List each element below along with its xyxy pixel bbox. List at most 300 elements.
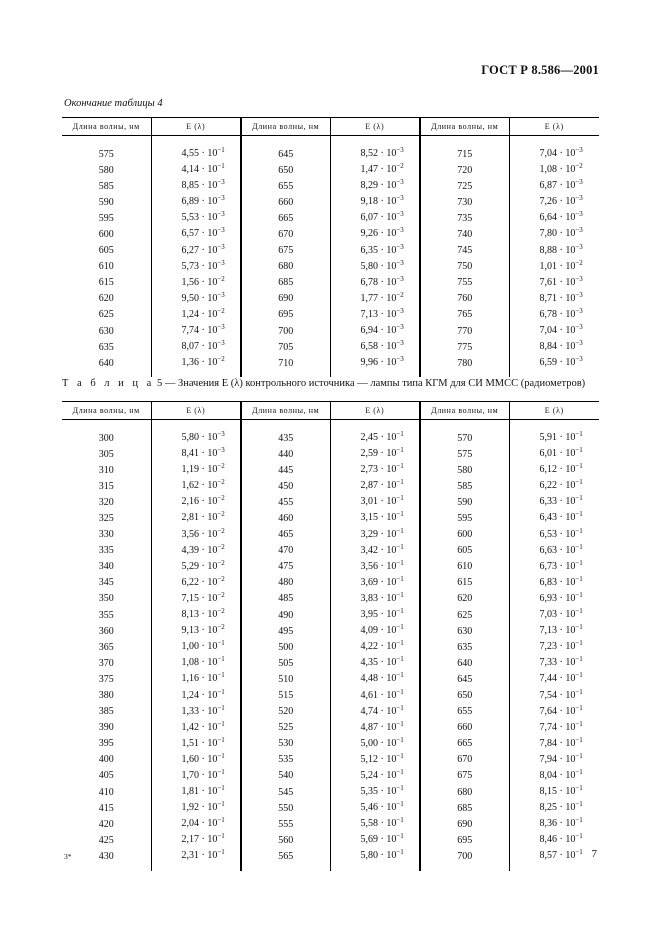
e-lambda-cell	[151, 291, 241, 307]
e-lambda-cell	[509, 832, 599, 848]
e-lambda-cell	[151, 607, 241, 623]
mantissa: 5,35	[360, 786, 378, 798]
wavelength-cell: 590	[62, 194, 151, 210]
mantissa: 6,78	[539, 308, 557, 320]
e-lambda-cell	[509, 355, 599, 371]
e-lambda-cell	[151, 639, 241, 655]
table-spacer-cell	[151, 865, 241, 871]
e-lambda-cell	[151, 784, 241, 800]
times-ten-text: · 10	[199, 753, 218, 765]
table-spacer-cell	[62, 420, 151, 431]
wavelength-cell: 610	[62, 259, 151, 275]
table5-caption-text: 5 — Значения E (λ) контрольного источника — лампы типа КГМ для СИ ММСС (радиометров)	[154, 378, 586, 389]
mantissa: 6,89	[181, 196, 199, 208]
e-lambda-cell	[151, 146, 241, 162]
mantissa: 1,24	[181, 308, 199, 320]
wavelength-cell: 465	[241, 527, 330, 543]
times-ten-text: · 10	[199, 544, 218, 556]
table-row	[62, 816, 599, 832]
times-ten-text: · 10	[378, 212, 397, 224]
times-ten-text: · 10	[557, 496, 576, 508]
wavelength-cell: 425	[62, 832, 151, 848]
exponent: −3	[396, 242, 404, 251]
header-wavelength: Длина волны, нм	[420, 118, 509, 136]
mantissa: 9,26	[360, 228, 378, 240]
table-row	[62, 462, 599, 478]
wavelength-cell: 580	[62, 162, 151, 178]
exponent: −3	[396, 306, 404, 315]
times-ten-text: · 10	[378, 786, 397, 798]
times-ten-text: · 10	[557, 148, 576, 159]
mantissa: 3,01	[360, 496, 378, 508]
times-ten-text: · 10	[378, 341, 397, 353]
mantissa: 4,61	[360, 689, 378, 701]
exponent: −1	[217, 800, 225, 809]
e-lambda-cell	[330, 704, 420, 720]
table-row	[62, 430, 599, 446]
wavelength-cell: 475	[241, 559, 330, 575]
times-ten-text: · 10	[557, 705, 576, 717]
mantissa: 6,83	[539, 576, 557, 588]
times-ten-text: · 10	[199, 705, 218, 717]
table-row	[62, 527, 599, 543]
times-ten-text: · 10	[378, 625, 397, 637]
mantissa: 3,42	[360, 544, 378, 556]
wavelength-cell: 420	[62, 816, 151, 832]
table-row	[62, 655, 599, 671]
exponent: −3	[217, 430, 225, 438]
table-row	[62, 848, 599, 864]
e-lambda-cell	[509, 226, 599, 242]
times-ten-text: · 10	[378, 148, 397, 159]
wavelength-cell: 765	[420, 307, 509, 323]
e-lambda-cell	[151, 210, 241, 226]
table-row	[62, 704, 599, 720]
mantissa: 2,45	[360, 432, 378, 443]
exponent: −1	[575, 687, 583, 696]
wavelength-cell: 530	[241, 736, 330, 752]
wavelength-cell: 600	[62, 226, 151, 242]
times-ten-text: · 10	[378, 834, 397, 846]
times-ten-text: · 10	[378, 496, 397, 508]
table-spacer-row	[62, 420, 599, 431]
times-ten-text: · 10	[557, 737, 576, 749]
e-lambda-cell	[151, 527, 241, 543]
mantissa: 1,81	[181, 786, 199, 798]
mantissa: 4,74	[360, 705, 378, 717]
table-spacer-cell	[241, 420, 330, 431]
table-5	[62, 401, 599, 871]
wavelength-cell: 385	[62, 704, 151, 720]
e-lambda-cell	[330, 430, 420, 446]
times-ten-text: · 10	[557, 464, 576, 476]
table-row	[62, 226, 599, 242]
times-ten-text: · 10	[199, 464, 218, 476]
wavelength-cell: 400	[62, 752, 151, 768]
wavelength-cell: 570	[420, 430, 509, 446]
wavelength-cell: 750	[420, 259, 509, 275]
table-row	[62, 688, 599, 704]
times-ten-text: · 10	[557, 673, 576, 685]
e-lambda-cell	[330, 162, 420, 178]
e-lambda-cell	[151, 575, 241, 591]
times-ten-text: · 10	[199, 818, 218, 830]
wavelength-cell: 360	[62, 623, 151, 639]
e-lambda-cell	[509, 671, 599, 687]
wavelength-cell: 335	[62, 543, 151, 559]
times-ten-text: · 10	[378, 512, 397, 524]
e-lambda-cell	[509, 784, 599, 800]
e-lambda-cell	[509, 446, 599, 462]
times-ten-text: · 10	[199, 448, 218, 460]
wavelength-cell: 670	[420, 752, 509, 768]
exponent: −1	[396, 687, 404, 696]
exponent: −1	[575, 703, 583, 712]
mantissa: 2,81	[181, 512, 199, 524]
e-lambda-cell	[330, 559, 420, 575]
mantissa: 5,46	[360, 802, 378, 814]
e-lambda-cell	[330, 210, 420, 226]
exponent: −1	[217, 671, 225, 680]
exponent: −1	[217, 162, 225, 171]
table-spacer-cell	[241, 371, 330, 377]
exponent: −1	[396, 639, 404, 648]
wavelength-cell: 725	[420, 178, 509, 194]
wavelength-cell: 490	[241, 607, 330, 623]
exponent: −3	[396, 258, 404, 267]
wavelength-cell: 350	[62, 591, 151, 607]
e-lambda-cell	[151, 226, 241, 242]
times-ten-text: · 10	[557, 164, 576, 176]
e-lambda-cell	[509, 816, 599, 832]
exponent: −3	[217, 194, 225, 203]
times-ten-text: · 10	[199, 276, 218, 288]
times-ten-text: · 10	[378, 448, 397, 460]
exponent: −1	[575, 800, 583, 809]
e-lambda-cell	[509, 591, 599, 607]
wavelength-cell: 675	[241, 243, 330, 259]
wavelength-cell: 735	[420, 210, 509, 226]
table4-caption: Окончание таблицы 4	[64, 98, 163, 109]
times-ten-text: · 10	[378, 657, 397, 669]
exponent: −3	[396, 323, 404, 332]
table-row	[62, 291, 599, 307]
times-ten-text: · 10	[557, 834, 576, 846]
mantissa: 7,15	[181, 592, 199, 604]
wavelength-cell: 610	[420, 559, 509, 575]
times-ten-text: · 10	[199, 341, 218, 353]
times-ten-text: · 10	[199, 196, 218, 208]
exponent: −1	[575, 671, 583, 680]
exponent: −2	[217, 494, 225, 503]
exponent: −1	[217, 848, 225, 857]
times-ten-text: · 10	[557, 560, 576, 572]
wavelength-cell: 495	[241, 623, 330, 639]
exponent: −1	[217, 751, 225, 760]
times-ten-text: · 10	[378, 325, 397, 337]
wavelength-cell: 585	[420, 478, 509, 494]
times-ten-text: · 10	[557, 850, 576, 862]
mantissa: 3,56	[360, 560, 378, 572]
mantissa: 1,70	[181, 769, 199, 781]
times-ten-text: · 10	[199, 576, 218, 588]
mantissa: 7,74	[539, 721, 557, 733]
table-spacer-row	[62, 865, 599, 871]
e-lambda-cell	[509, 478, 599, 494]
exponent: −3	[575, 178, 583, 187]
table-spacer-cell	[62, 865, 151, 871]
mantissa: 4,14	[181, 164, 199, 176]
header-wavelength: Длина волны, нм	[420, 402, 509, 420]
exponent: −2	[217, 462, 225, 471]
exponent: −1	[396, 848, 404, 857]
header-e-lambda: E (λ)	[509, 402, 599, 420]
e-lambda-cell	[509, 768, 599, 784]
exponent: −1	[575, 446, 583, 455]
exponent: −3	[217, 339, 225, 348]
e-lambda-cell	[509, 243, 599, 259]
mantissa: 8,71	[539, 292, 557, 304]
exponent: −1	[396, 462, 404, 471]
table-row	[62, 478, 599, 494]
wavelength-cell: 665	[420, 736, 509, 752]
mantissa: 5,69	[360, 834, 378, 846]
wavelength-cell: 600	[420, 527, 509, 543]
e-lambda-cell	[509, 462, 599, 478]
wavelength-cell: 645	[241, 146, 330, 162]
header-wavelength: Длина волны, нм	[62, 118, 151, 136]
mantissa: 1,16	[181, 673, 199, 685]
wavelength-cell: 550	[241, 800, 330, 816]
mantissa: 6,07	[360, 212, 378, 224]
e-lambda-cell	[330, 736, 420, 752]
table-spacer-cell	[151, 371, 241, 377]
exponent: −3	[396, 146, 404, 154]
e-lambda-cell	[509, 543, 599, 559]
times-ten-text: · 10	[199, 496, 218, 508]
mantissa: 3,69	[360, 576, 378, 588]
table-spacer-cell	[62, 371, 151, 377]
table-header-row	[62, 402, 599, 420]
wavelength-cell: 450	[241, 478, 330, 494]
wavelength-cell: 445	[241, 462, 330, 478]
exponent: −1	[396, 510, 404, 519]
exponent: −3	[396, 355, 404, 364]
e-lambda-cell	[330, 339, 420, 355]
wavelength-cell: 545	[241, 784, 330, 800]
mantissa: 4,39	[181, 544, 199, 556]
exponent: −1	[396, 719, 404, 728]
e-lambda-cell	[509, 430, 599, 446]
wavelength-cell: 745	[420, 243, 509, 259]
mantissa: 3,95	[360, 609, 378, 621]
mantissa: 8,84	[539, 341, 557, 353]
table-4	[62, 117, 599, 377]
table-spacer-cell	[509, 371, 599, 377]
exponent: −1	[396, 816, 404, 825]
wavelength-cell: 635	[62, 339, 151, 355]
mantissa: 4,55	[181, 148, 199, 159]
table-row	[62, 623, 599, 639]
wavelength-cell: 670	[241, 226, 330, 242]
e-lambda-cell	[330, 226, 420, 242]
e-lambda-cell	[151, 591, 241, 607]
e-lambda-cell	[330, 527, 420, 543]
mantissa: 8,46	[539, 834, 557, 846]
table-row	[62, 559, 599, 575]
table-spacer-cell	[151, 420, 241, 431]
exponent: −1	[396, 784, 404, 793]
exponent: −3	[217, 290, 225, 299]
exponent: −2	[575, 162, 583, 171]
wavelength-cell: 305	[62, 446, 151, 462]
wavelength-cell: 655	[241, 178, 330, 194]
e-lambda-cell	[151, 688, 241, 704]
mantissa: 7,44	[539, 673, 557, 685]
times-ten-text: · 10	[378, 673, 397, 685]
table-row	[62, 307, 599, 323]
mantissa: 8,25	[539, 802, 557, 814]
exponent: −1	[217, 767, 225, 776]
table-row	[62, 323, 599, 339]
e-lambda-cell	[330, 575, 420, 591]
mantissa: 1,24	[181, 689, 199, 701]
table-row	[62, 768, 599, 784]
mantissa: 6,33	[539, 496, 557, 508]
wavelength-cell: 775	[420, 339, 509, 355]
times-ten-text: · 10	[557, 292, 576, 304]
mantissa: 6,53	[539, 528, 557, 540]
e-lambda-cell	[509, 752, 599, 768]
e-lambda-cell	[330, 768, 420, 784]
wavelength-cell: 780	[420, 355, 509, 371]
times-ten-text: · 10	[199, 689, 218, 701]
e-lambda-cell	[509, 848, 599, 864]
times-ten-text: · 10	[378, 560, 397, 572]
times-ten-text: · 10	[557, 657, 576, 669]
e-lambda-cell	[151, 704, 241, 720]
table5-caption-label: Т а б л и ц а	[62, 378, 155, 389]
times-ten-text: · 10	[378, 769, 397, 781]
wavelength-cell: 625	[420, 607, 509, 623]
wavelength-cell: 710	[241, 355, 330, 371]
mantissa: 6,01	[539, 448, 557, 460]
exponent: −1	[575, 623, 583, 632]
e-lambda-cell	[330, 307, 420, 323]
mantissa: 6,93	[539, 592, 557, 604]
wavelength-cell: 715	[420, 146, 509, 162]
table-row	[62, 607, 599, 623]
wavelength-cell: 355	[62, 607, 151, 623]
e-lambda-cell	[330, 832, 420, 848]
mantissa: 7,03	[539, 609, 557, 621]
exponent: −1	[575, 848, 583, 857]
mantissa: 1,56	[181, 276, 199, 288]
wavelength-cell: 640	[62, 355, 151, 371]
exponent: −2	[396, 162, 404, 171]
exponent: −1	[396, 478, 404, 487]
exponent: −1	[396, 494, 404, 503]
mantissa: 9,18	[360, 196, 378, 208]
wavelength-cell: 365	[62, 639, 151, 655]
header-e-lambda: E (λ)	[330, 118, 420, 136]
e-lambda-cell	[330, 688, 420, 704]
times-ten-text: · 10	[199, 308, 218, 320]
exponent: −3	[217, 210, 225, 219]
e-lambda-cell	[330, 607, 420, 623]
exponent: −3	[396, 210, 404, 219]
mantissa: 3,15	[360, 512, 378, 524]
table-spacer-cell	[330, 136, 420, 147]
times-ten-text: · 10	[557, 212, 576, 224]
times-ten-text: · 10	[557, 786, 576, 798]
exponent: −2	[217, 478, 225, 487]
times-ten-text: · 10	[378, 180, 397, 192]
exponent: −1	[575, 607, 583, 616]
mantissa: 1,33	[181, 705, 199, 717]
page-number: 7	[591, 848, 597, 860]
exponent: −2	[217, 542, 225, 551]
times-ten-text: · 10	[378, 244, 397, 256]
wavelength-cell: 615	[62, 275, 151, 291]
times-ten-text: · 10	[378, 432, 397, 443]
wavelength-cell: 605	[62, 243, 151, 259]
header-e-lambda: E (λ)	[151, 402, 241, 420]
times-ten-text: · 10	[199, 850, 218, 862]
times-ten-text: · 10	[557, 228, 576, 240]
e-lambda-cell	[330, 623, 420, 639]
e-lambda-cell	[330, 291, 420, 307]
mantissa: 7,13	[539, 625, 557, 637]
times-ten-text: · 10	[557, 641, 576, 653]
exponent: −1	[217, 146, 225, 154]
mantissa: 8,15	[539, 786, 557, 798]
mantissa: 7,74	[181, 325, 199, 337]
header-wavelength: Длина волны, нм	[62, 402, 151, 420]
exponent: −2	[217, 274, 225, 283]
wavelength-cell: 455	[241, 494, 330, 510]
e-lambda-cell	[509, 162, 599, 178]
exponent: −1	[396, 446, 404, 455]
e-lambda-cell	[330, 639, 420, 655]
wavelength-cell: 395	[62, 736, 151, 752]
exponent: −1	[575, 590, 583, 599]
e-lambda-cell	[330, 655, 420, 671]
times-ten-text: · 10	[378, 689, 397, 701]
document-id: ГОСТ Р 8.586—2001	[481, 63, 599, 77]
times-ten-text: · 10	[199, 292, 218, 304]
mantissa: 9,50	[181, 292, 199, 304]
exponent: −3	[396, 339, 404, 348]
header-e-lambda: E (λ)	[151, 118, 241, 136]
exponent: −3	[575, 210, 583, 219]
wavelength-cell: 770	[420, 323, 509, 339]
table-row	[62, 510, 599, 526]
e-lambda-cell	[151, 355, 241, 371]
e-lambda-cell	[151, 848, 241, 864]
mantissa: 6,78	[360, 276, 378, 288]
exponent: −3	[575, 226, 583, 235]
e-lambda-cell	[330, 848, 420, 864]
times-ten-text: · 10	[199, 769, 218, 781]
mantissa: 7,64	[539, 705, 557, 717]
times-ten-text: · 10	[378, 705, 397, 717]
mantissa: 5,73	[181, 260, 199, 272]
times-ten-text: · 10	[557, 308, 576, 320]
mantissa: 8,52	[360, 148, 378, 159]
mantissa: 8,88	[539, 244, 557, 256]
header-e-lambda: E (λ)	[509, 118, 599, 136]
